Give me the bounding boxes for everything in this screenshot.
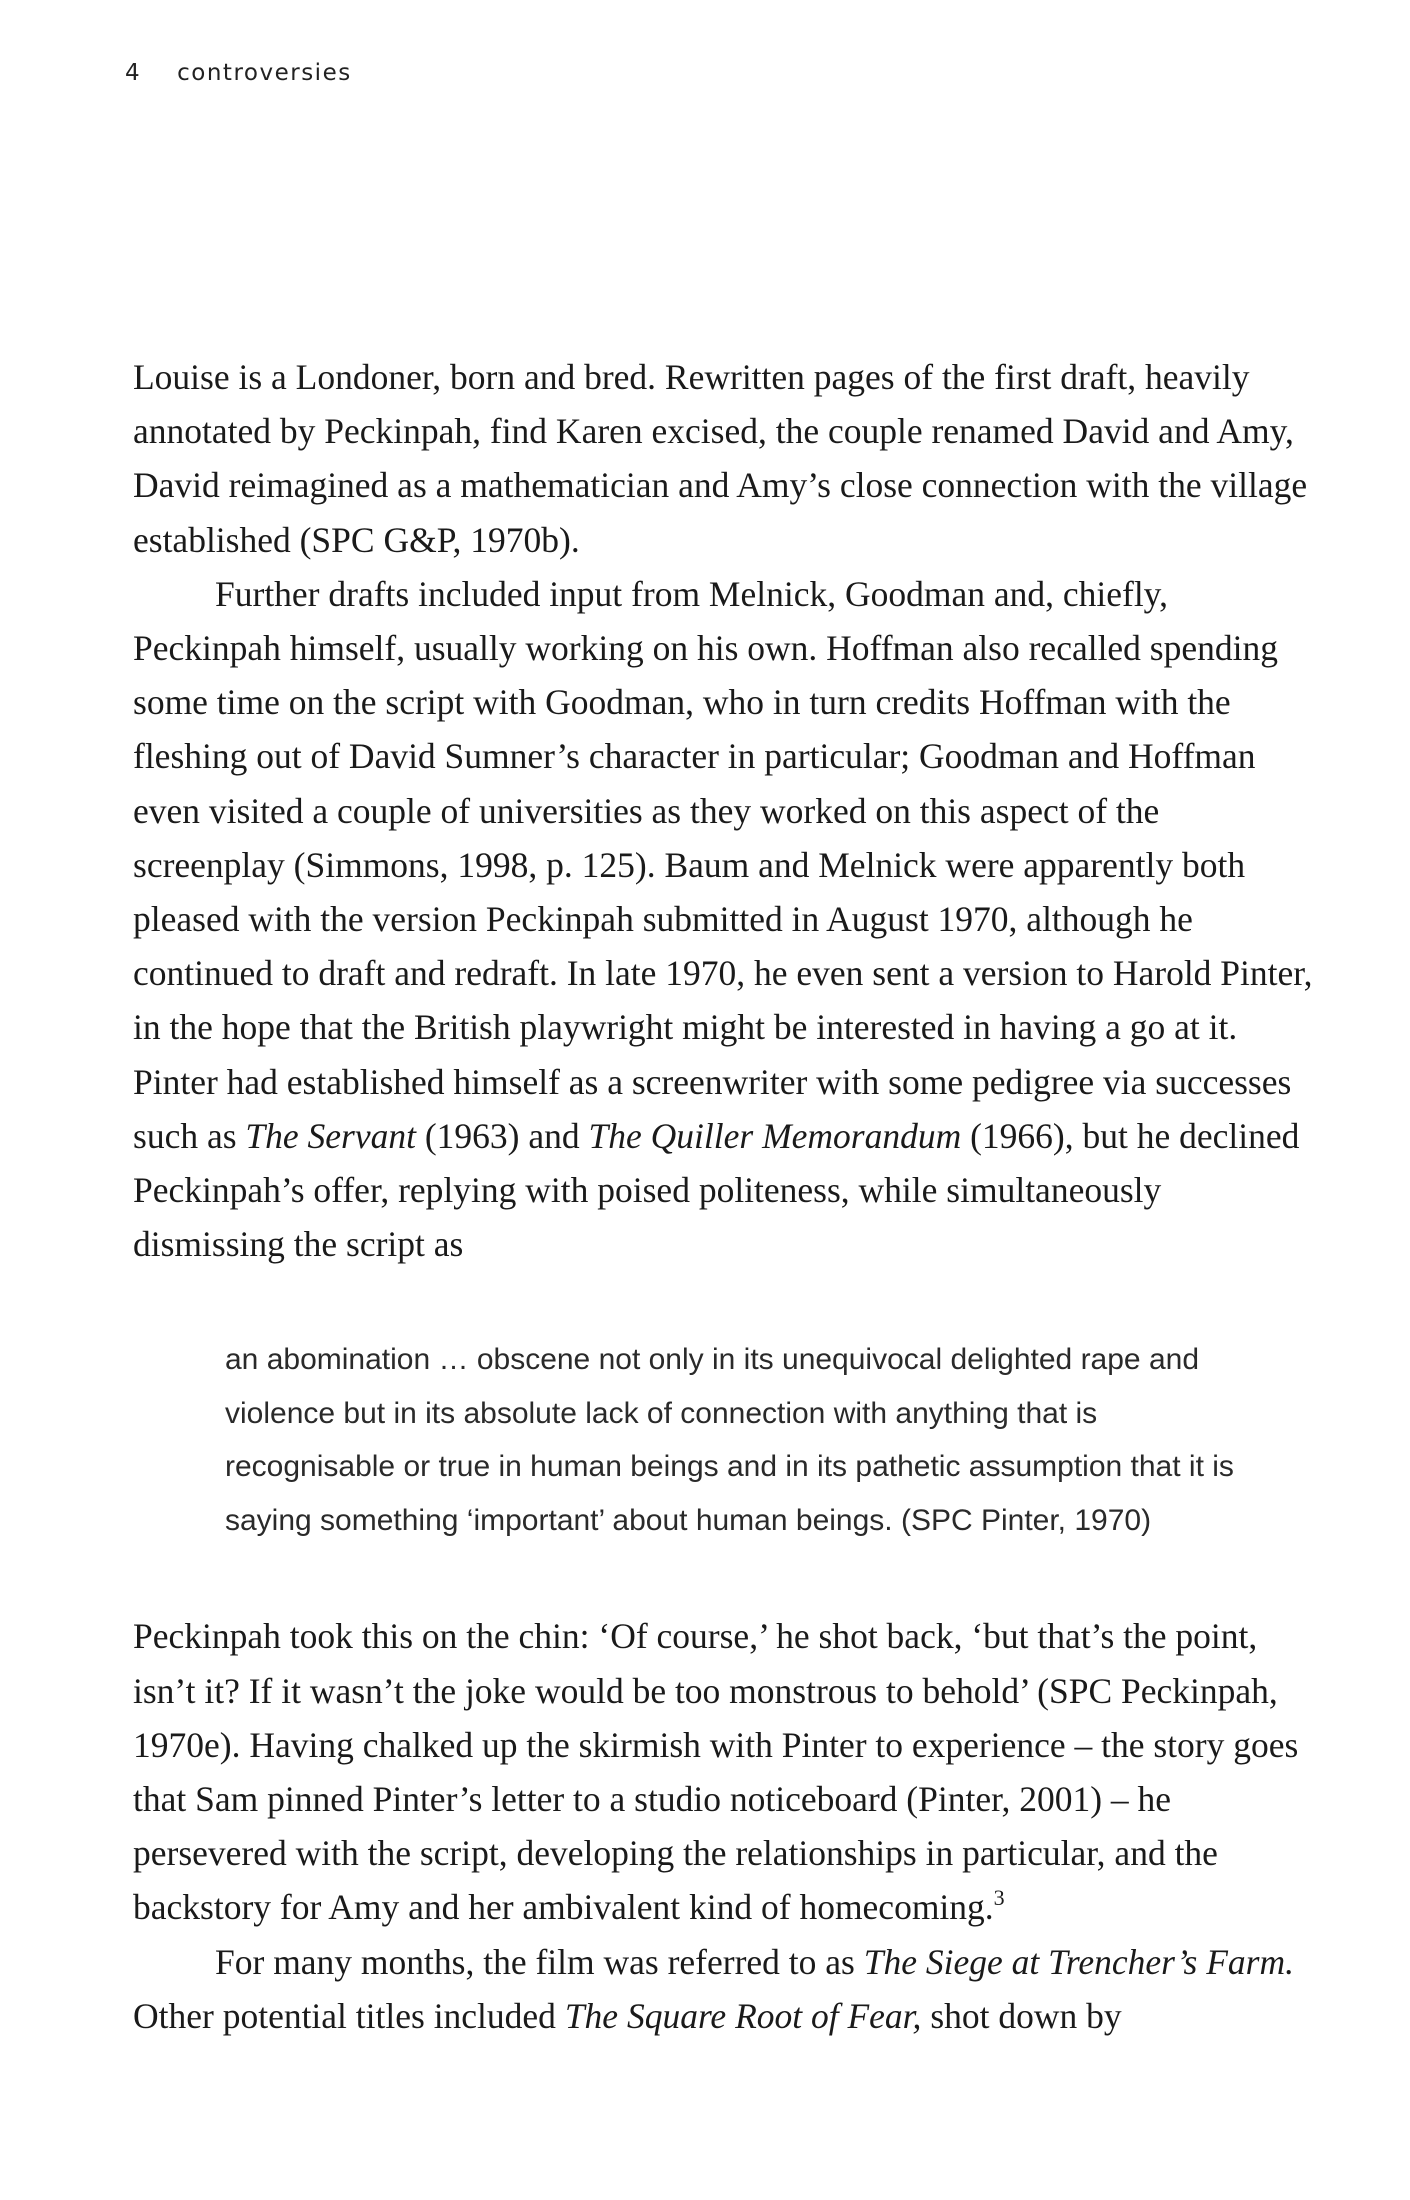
film-title-square-root-of-fear: The Square Root of Fear, [564, 1995, 922, 2036]
running-head [125, 60, 352, 86]
body-text [133, 350, 1313, 2043]
paragraph-2-text-b: (1963) and [415, 1115, 589, 1156]
paragraph-4-text-b: Other potential titles included [133, 1995, 565, 2036]
block-quote [225, 1333, 1243, 1547]
paragraph-2-text-c: (1966), but he declined Peckinpah’s offer, replying with poised politeness, while simultaneously dismissing the script as [133, 1115, 1300, 1265]
film-title-siege-at-trenchers-farm: The Siege at Trencher’s Farm. [863, 1941, 1294, 1982]
paragraph-2-text-a: Further drafts included input from Melnick, Goodman and, chiefly, Peckinpah himself, usually working on his own. Hoffman also recalled spending some time on the script with Goodman, who in turn credits Hoffman with the fleshing out of David Sumner’s character in particular; Goodman and Hoffman even visited a couple of universities as they worked on this aspect of the screenplay (Simmons, 1998, p. 125). Baum and Melnick were apparently both pleased with the version Peckinpah submitted in August 1970, although he continued to draft and redraft. In late 1970, he even sent a version to Harold Pinter, in the hope that the British playwright might be interested in having a go at it. Pinter had established himself as a screenwriter with some pedigree via successes such as [133, 573, 1313, 1156]
block-quote-text: an abomination … obscene not only in its unequivocal delighted rape and violence but in its absolute lack of connection with anything that is recognisable or true in human beings and in its pathetic assumption that it is saying something ‘important’ about human beings. (SPC Pinter, 1970) [225, 1343, 1234, 1537]
paragraph-4 [133, 1935, 1313, 2043]
section-title: controversies [177, 60, 352, 86]
paragraph-2 [133, 567, 1313, 1272]
paragraph-3-text: Peckinpah took this on the chin: ‘Of course,’ he shot back, ‘but that’s the point, isn’t it? If it wasn’t the joke would be too monstrous to behold’ (SPC Peckinpah, 1970e). Having chalked up the skirmish with Pinter to experience – the story goes that Sam pinned Pinter’s letter to a studio noticeboard (Pinter, 2001) – he persevered with the script, developing the relationships in particular, and the backstory for Amy and her ambivalent kind of homecoming. [133, 1616, 1299, 1928]
paragraph-4-text-c: shot down by [921, 1995, 1122, 2036]
film-title-quiller-memorandum: The Quiller Memorandum [588, 1115, 962, 1156]
page-number: 4 [125, 60, 142, 86]
paragraph-1: Louise is a Londoner, born and bred. Rewritten pages of the first draft, heavily annotated by Peckinpah, find Karen excised, the couple renamed David and Amy, David reimagined as a mathematician and Amy’s close connection with the village established (SPC G&P, 1970b). [133, 357, 1308, 560]
film-title-the-servant: The Servant [245, 1115, 416, 1156]
paragraph-3 [133, 1609, 1313, 1934]
footnote-marker: 3 [993, 1885, 1005, 1911]
paragraph-4-text-a: For many months, the film was referred to as [215, 1941, 864, 1982]
